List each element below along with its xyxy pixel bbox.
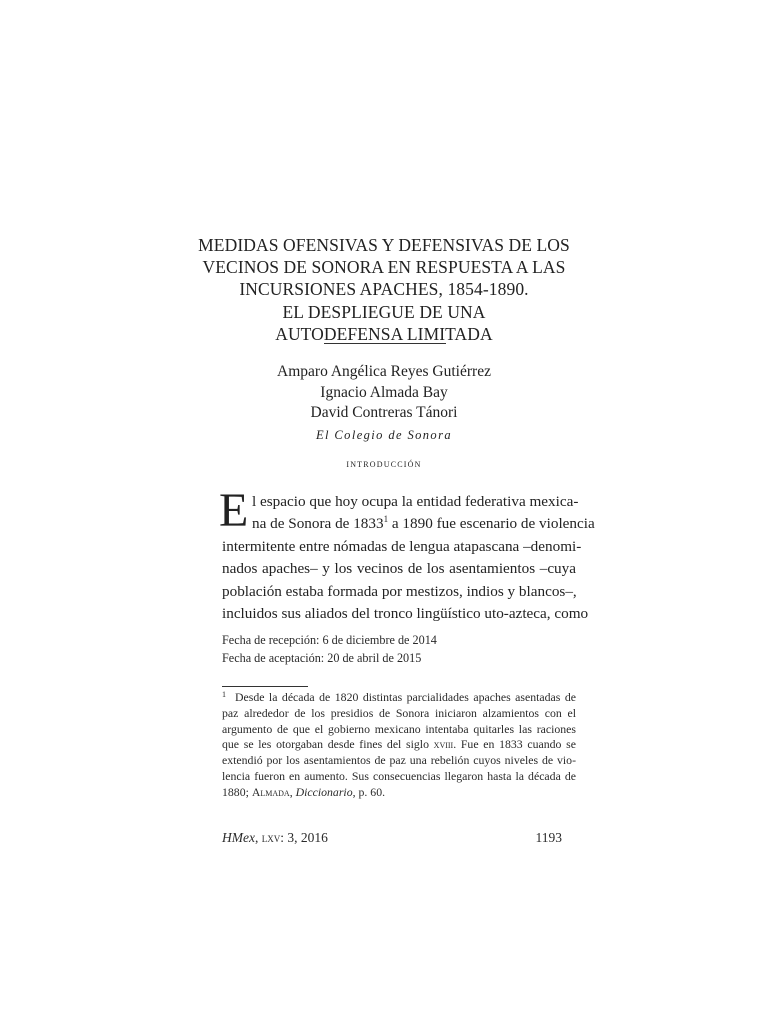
page-number: 1193: [535, 830, 562, 845]
footnote-line: lencia fueron en aumento. Sus consecuencias llegaron hasta la década de: [222, 768, 576, 783]
body-line: na de Sonora de 1833$^1$ a 1890 fue escenario de violencia: [252, 514, 595, 533]
body-paragraph: [222, 491, 595, 625]
title-line: EL DESPLIEGUE DE UNA: [282, 301, 486, 322]
body-line: nados apaches– y los vecinos de los asentamientos –cuya: [222, 560, 576, 578]
footnote-line: extendió por los asentamientos de paz una rebelión cuyos niveles de vio-: [222, 753, 576, 768]
footnote-divider: [222, 686, 308, 687]
accepted-date: Fecha de aceptación: 20 de abril de 2015: [222, 651, 422, 665]
footnote-line: argumento de que el gobierno mexicano intentaba quitarles las raciones: [222, 721, 576, 736]
footnote-line: $^1$ Desde la década de 1820 distintas parcialidades apaches asentadas de: [222, 690, 576, 704]
body-line: intermitente entre nómadas de lengua atapascana –denomi-: [222, 537, 582, 555]
footnote: [222, 690, 576, 801]
footnote-line: paz alrededor de los presidios de Sonora iniciaron alzamientos con el: [222, 705, 576, 720]
body-line: incluidos sus aliados del tronco lingüístico uto-azteca, como: [222, 604, 589, 622]
body-line: población estaba formada por mestizos, indios y blancos–,: [222, 582, 577, 600]
running-footer: [222, 830, 562, 846]
journal-volume: , lxv: 3, 2016: [254, 830, 328, 845]
submission-dates: [222, 631, 576, 667]
title-line: VECINOS DE SONORA EN RESPUESTA A LAS: [202, 257, 566, 278]
journal-name: HMex: [222, 830, 255, 845]
author-name: Amparo Angélica Reyes Gutiérrez: [277, 363, 491, 380]
footnote-line: que se les otorgaban desde fines del siglo xviii. Fue en 1833 cuando se: [222, 737, 576, 752]
title-line: AUTODEFENSA LIMITADA: [275, 323, 493, 344]
author-name: Ignacio Almada Bay: [320, 383, 448, 401]
body-line: l espacio que hoy ocupa la entidad federativa mexica-: [252, 493, 579, 510]
cited-work: Diccionario: [295, 784, 353, 799]
footnote-line: 1880; Almada, Diccionario, p. 60.: [222, 784, 386, 799]
title-divider: [324, 343, 446, 344]
title-line: INCURSIONES APACHES, 1854-1890.: [239, 279, 529, 300]
author-name: David Contreras Tánori: [310, 404, 458, 421]
received-date: Fecha de recepción: 6 de diciembre de 2014: [222, 633, 437, 647]
author-affiliation: El Colegio de Sonora: [316, 427, 452, 442]
footnote-ref[interactable]: 1: [383, 514, 389, 525]
title-line: MEDIDAS OFENSIVAS Y DEFENSIVAS DE LOS: [198, 235, 570, 255]
section-heading: introducción: [346, 458, 422, 470]
footnote-marker: 1: [222, 690, 226, 699]
author-block: [180, 362, 588, 444]
drop-cap: E: [219, 484, 249, 537]
cited-author: Almada: [251, 784, 290, 799]
article-title: [180, 234, 588, 345]
